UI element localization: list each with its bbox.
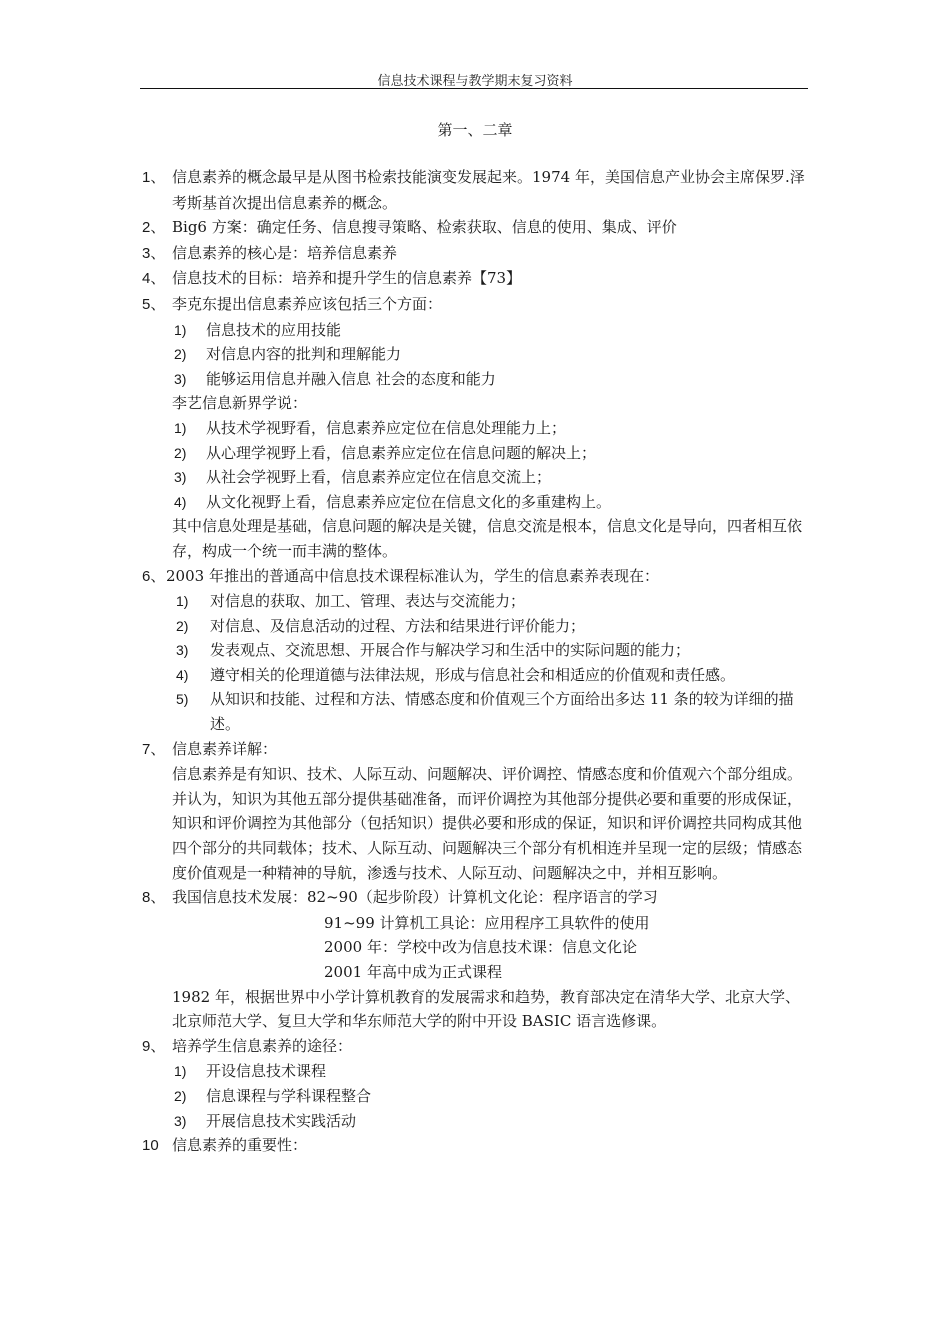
sub-item — [142, 1059, 810, 1084]
sub-item-text: 能够运用信息并融入信息 社会的态度和能力 — [206, 369, 496, 388]
sub-item-text: 信息技术的应用技能 — [206, 320, 342, 339]
sub-item-text: 信息课程与学科课程整合 — [206, 1086, 372, 1105]
item-text: 信息素养详解： — [172, 739, 278, 758]
sub-item-text: 对信息、及信息活动的过程、方法和结果进行评价能力； — [210, 616, 586, 635]
sub-item-number: 1) — [174, 419, 187, 436]
development-stage: 82~90（起步阶段）计算机文化论：程序语言的学习 — [307, 888, 658, 907]
list-item-10 — [142, 1133, 810, 1159]
item-text: 信息素养的概念最早是从图书检索技能演变发展起来。1974 年，美国信息产业协会主席保罗.泽考斯基首次提出信息素养的概念。 — [172, 168, 805, 212]
sub-item-number: 4) — [174, 493, 187, 510]
list-item-6 — [142, 564, 810, 590]
sub-item-text: 从知识和技能、过程和方法、情感态度和价值观三个方面给出多达 11 条的较为详细的描述。 — [210, 690, 794, 734]
list-item-5 — [142, 292, 810, 318]
list-item-8 — [142, 885, 810, 911]
sub-item-number: 2) — [174, 444, 187, 461]
list-item-7 — [142, 737, 810, 763]
sub-item-text: 遵守相关的伦理道德与法律法规，形成与信息社会和相适应的价值观和责任感。 — [210, 665, 736, 684]
development-stage: 91~99 计算机工具论：应用程序工具软件的使用 — [324, 913, 650, 932]
development-stage: 2000 年：学校中改为信息技术课：信息文化论 — [324, 938, 637, 957]
sub-item-number: 2) — [174, 1087, 187, 1104]
paragraph: 并认为，知识为其他五部分提供基础准备，而评价调控为其他部分提供必要和重要的形成保证，知识和评价调控为其他部分（包括知识）提供必要和形成的保证，知识和评价调控共同构成其他四个部分的共同载体；技术、人际互动、问题解决三个部分有机相连并呈现一定的层级；情感态度价值观是一种精神的导航，渗透与技术、人际互动、问题解决之中，并相互影响。 — [172, 789, 803, 882]
item-number: 6、 — [142, 567, 166, 585]
sub-item — [142, 638, 810, 663]
sub-item-number: 5) — [176, 691, 189, 708]
item-text: 信息素养的重要性： — [172, 1136, 308, 1155]
item-number: 7、 — [142, 740, 166, 758]
item-number: 3、 — [142, 244, 166, 262]
sub-item — [142, 465, 810, 490]
sub-item-text: 从技术学视野看，信息素养应定位在信息处理能力上； — [206, 418, 567, 437]
item-number: 5、 — [142, 295, 166, 313]
sub-item-text: 从文化视野上看，信息素养应定位在信息文化的多重建构上。 — [206, 492, 612, 511]
sub-item-number: 4) — [176, 666, 189, 683]
sub-item-number: 3) — [174, 370, 187, 387]
summary-paragraph: 其中信息处理是基础，信息问题的解决是关键，信息交流是根本，信息文化是导向，四者相互依存，构成一个统一而丰满的整体。 — [172, 517, 803, 560]
page-header: 信息技术课程与教学期末复习资料 — [377, 74, 573, 89]
sub-item-number: 3) — [176, 642, 189, 659]
sub-item-number: 1) — [176, 593, 189, 610]
sub-item-text: 发表观点、交流思想、开展合作与解决学习和生活中的实际问题的能力； — [210, 641, 691, 660]
sub-item-number: 1) — [174, 321, 187, 338]
sub-item — [142, 342, 810, 367]
item-text: 我国信息技术发展： — [172, 888, 308, 907]
item-text: 信息技术的目标：培养和提升学生的信息素养【73】 — [172, 269, 522, 288]
sub-item-text: 对信息内容的批判和理解能力 — [206, 345, 402, 364]
item-text: 李克东提出信息素养应该包括三个方面： — [172, 294, 443, 313]
sub-item-number: 2) — [176, 617, 189, 634]
sub-item — [142, 1109, 810, 1134]
item-number: 2、 — [142, 219, 166, 237]
chapter-title: 第一、二章 — [437, 121, 513, 139]
item-text: 2003 年推出的普通高中信息技术课程标准认为，学生的信息素养表现在： — [166, 566, 659, 585]
item-text: 培养学生信息素养的途径： — [172, 1036, 353, 1055]
sub-item-number: 2) — [174, 346, 187, 363]
sub-item — [142, 589, 810, 614]
sub-item — [142, 663, 810, 688]
item-number: 9、 — [142, 1037, 166, 1055]
document-body — [142, 165, 810, 1159]
sub-item-text: 开展信息技术实践活动 — [206, 1111, 357, 1130]
list-item-2 — [142, 215, 810, 241]
list-item-3 — [142, 241, 810, 267]
sub-item — [142, 687, 810, 736]
list-item-1 — [142, 165, 810, 215]
paragraph: 信息素养是有知识、技术、人际互动、问题解决、评价调控、情感态度和价值观六个部分组成。 — [172, 765, 803, 784]
header-divider — [140, 88, 808, 89]
sub-item-text: 从心理学视野上看，信息素养应定位在信息问题的解决上； — [206, 443, 597, 462]
sub-heading: 李艺信息新界学说： — [172, 394, 308, 413]
paragraph: 1982 年，根据世界中小学计算机教育的发展需求和趋势，教育部决定在清华大学、北京大学、北京师范大学、复旦大学和华东师范大学的附中开设 BASIC 语言选修课。 — [172, 987, 800, 1031]
sub-item-text: 开设信息技术课程 — [206, 1062, 327, 1081]
sub-item-text: 从社会学视野上看，信息素养应定位在信息交流上； — [206, 468, 552, 487]
item-text: 信息素养的核心是：培养信息素养 — [172, 243, 398, 262]
sub-item — [142, 441, 810, 466]
sub-item-number: 1) — [174, 1063, 187, 1080]
sub-item — [142, 318, 810, 343]
list-item-9 — [142, 1034, 810, 1060]
sub-item — [142, 416, 810, 441]
sub-item-text: 对信息的获取、加工、管理、表达与交流能力； — [210, 592, 526, 611]
sub-item — [142, 490, 810, 515]
item-number: 4、 — [142, 270, 166, 288]
item-number: 1、 — [142, 169, 166, 186]
sub-item — [142, 614, 810, 639]
item-number: 8、 — [142, 889, 166, 907]
sub-item — [142, 367, 810, 392]
sub-item-number: 3) — [174, 1112, 187, 1129]
development-stage: 2001 年高中成为正式课程 — [324, 963, 502, 981]
sub-item — [142, 1084, 810, 1109]
sub-item-number: 3) — [174, 469, 187, 486]
item-text: Big6 方案：确定任务、信息搜寻策略、检索获取、信息的使用、集成、评价 — [172, 218, 677, 237]
list-item-4 — [142, 266, 810, 292]
item-number: 10 — [142, 1137, 159, 1155]
